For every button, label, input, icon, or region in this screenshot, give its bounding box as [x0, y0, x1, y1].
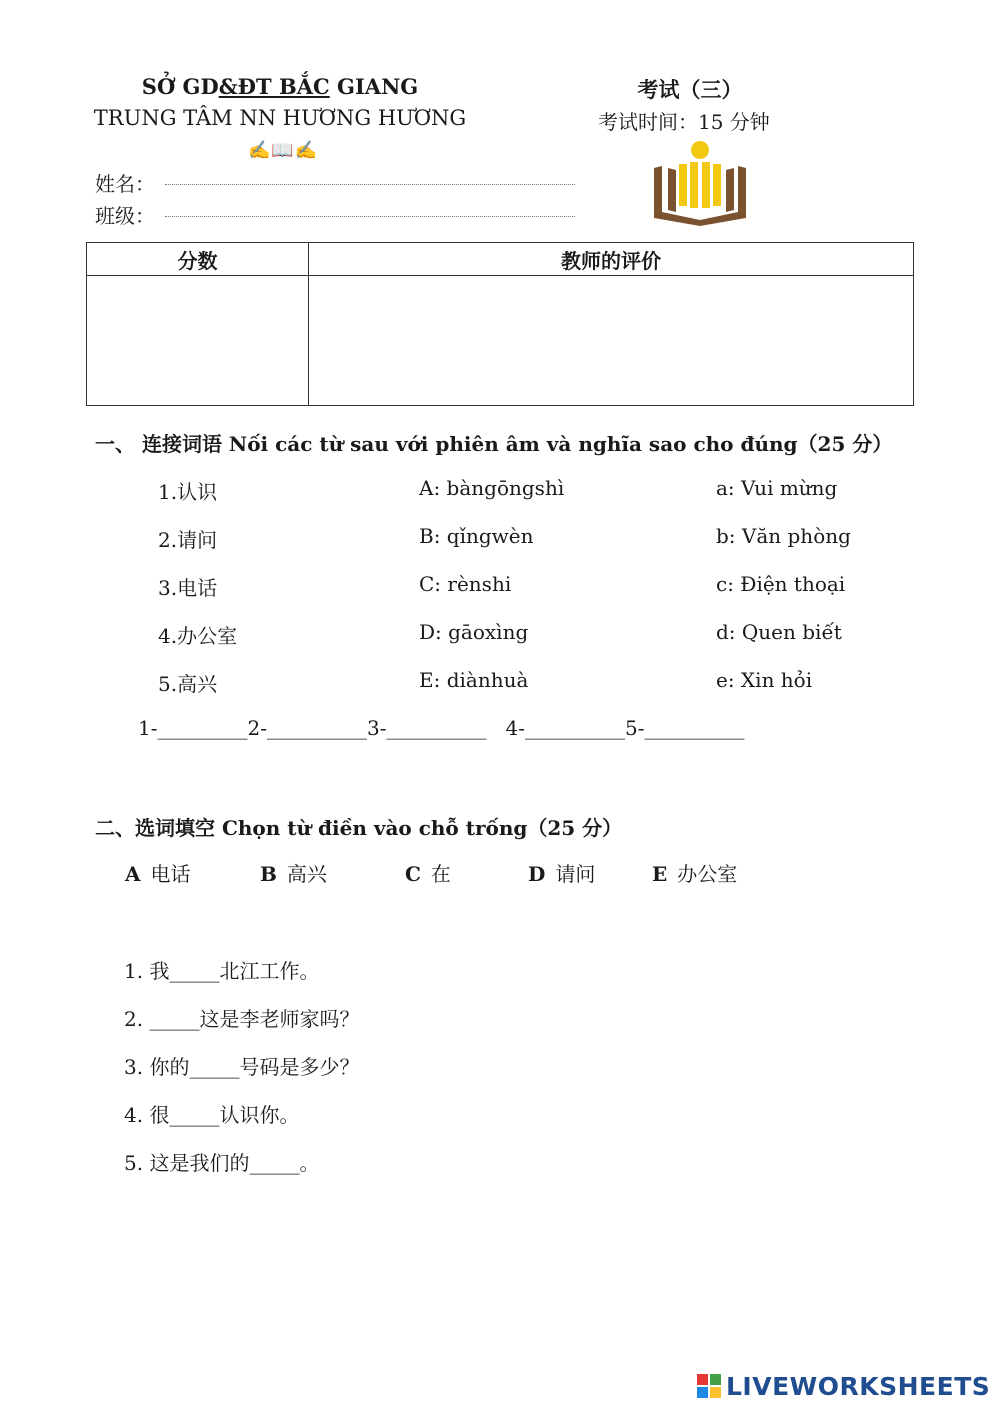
word-item: 3.电话 — [158, 576, 218, 600]
liveworksheets-watermark: LIVEWORKSHEETS — [697, 1372, 990, 1401]
fill-question[interactable]: 1. 我_____北江工作。 — [124, 959, 320, 983]
choice-b: B 高兴 — [260, 862, 327, 886]
name-label: 姓名： — [95, 172, 155, 196]
pinyin-item: C: rènshi — [419, 572, 512, 596]
choice-e: E 办公室 — [652, 862, 738, 886]
word-item: 5.高兴 — [158, 672, 218, 696]
fill-question[interactable]: 5. 这是我们的_____。 — [124, 1151, 320, 1175]
fill-question[interactable]: 2. _____这是李老师家吗？ — [124, 1007, 360, 1031]
school-logo-icon — [650, 138, 752, 228]
choice-d: D 请问 — [528, 862, 596, 886]
meaning-item: a: Vui mừng — [716, 476, 838, 500]
score-table — [86, 242, 914, 406]
meaning-item: b: Văn phòng — [716, 524, 851, 548]
class-field[interactable] — [95, 200, 155, 229]
meaning-item: c: Điện thoại — [716, 572, 846, 596]
teacher-comment-cell[interactable] — [309, 276, 914, 406]
class-dotted-line — [165, 216, 575, 217]
book-pen-decoration-icon: ✍📖✍ — [248, 140, 319, 161]
pinyin-item: B: qǐngwèn — [419, 524, 534, 548]
fill-question[interactable]: 3. 你的_____号码是多少？ — [124, 1055, 360, 1079]
pinyin-item: A: bàngōngshì — [419, 476, 565, 500]
score-header: 分数 — [87, 243, 309, 276]
name-field[interactable] — [95, 168, 155, 197]
liveworksheets-logo-icon — [697, 1374, 721, 1398]
score-cell[interactable] — [87, 276, 309, 406]
meaning-item: e: Xin hỏi — [716, 668, 813, 692]
choice-a: A 电话 — [125, 862, 191, 886]
pinyin-item: D: gāoxìng — [419, 620, 529, 644]
exam-time: 考试时间：15 分钟 — [598, 110, 770, 134]
word-choices — [125, 858, 737, 887]
section2-title: 二、选词填空 Chọn từ điền vào chỗ trống（25 分） — [95, 816, 623, 840]
word-item: 1.认识 — [158, 480, 218, 504]
class-label: 班级： — [95, 204, 155, 228]
word-item: 4.办公室 — [158, 624, 238, 648]
exam-title: 考试（三） — [637, 77, 743, 102]
fill-question[interactable]: 4. 很_____认识你。 — [124, 1103, 300, 1127]
pinyin-item: E: diànhuà — [419, 668, 529, 692]
word-item: 2.请问 — [158, 528, 218, 552]
name-dotted-line — [165, 184, 575, 185]
section1-title: 一、 连接词语 Nối các từ sau với phiên âm và nghĩa sao cho đúng（25 分） — [95, 432, 893, 456]
org-line-1: SỞ GD&ĐT BẮC GIANG — [141, 74, 419, 99]
matching-answer-line[interactable]: 1-_________2-__________3-__________ 4-__________5-__________ — [138, 716, 745, 740]
choice-c: C 在 — [405, 862, 451, 886]
meaning-item: d: Quen biết — [716, 620, 842, 644]
org-line-2: TRUNG TÂM NN HƯƠNG HƯƠNG — [93, 106, 467, 130]
teacher-comment-header: 教师的评价 — [309, 243, 914, 276]
